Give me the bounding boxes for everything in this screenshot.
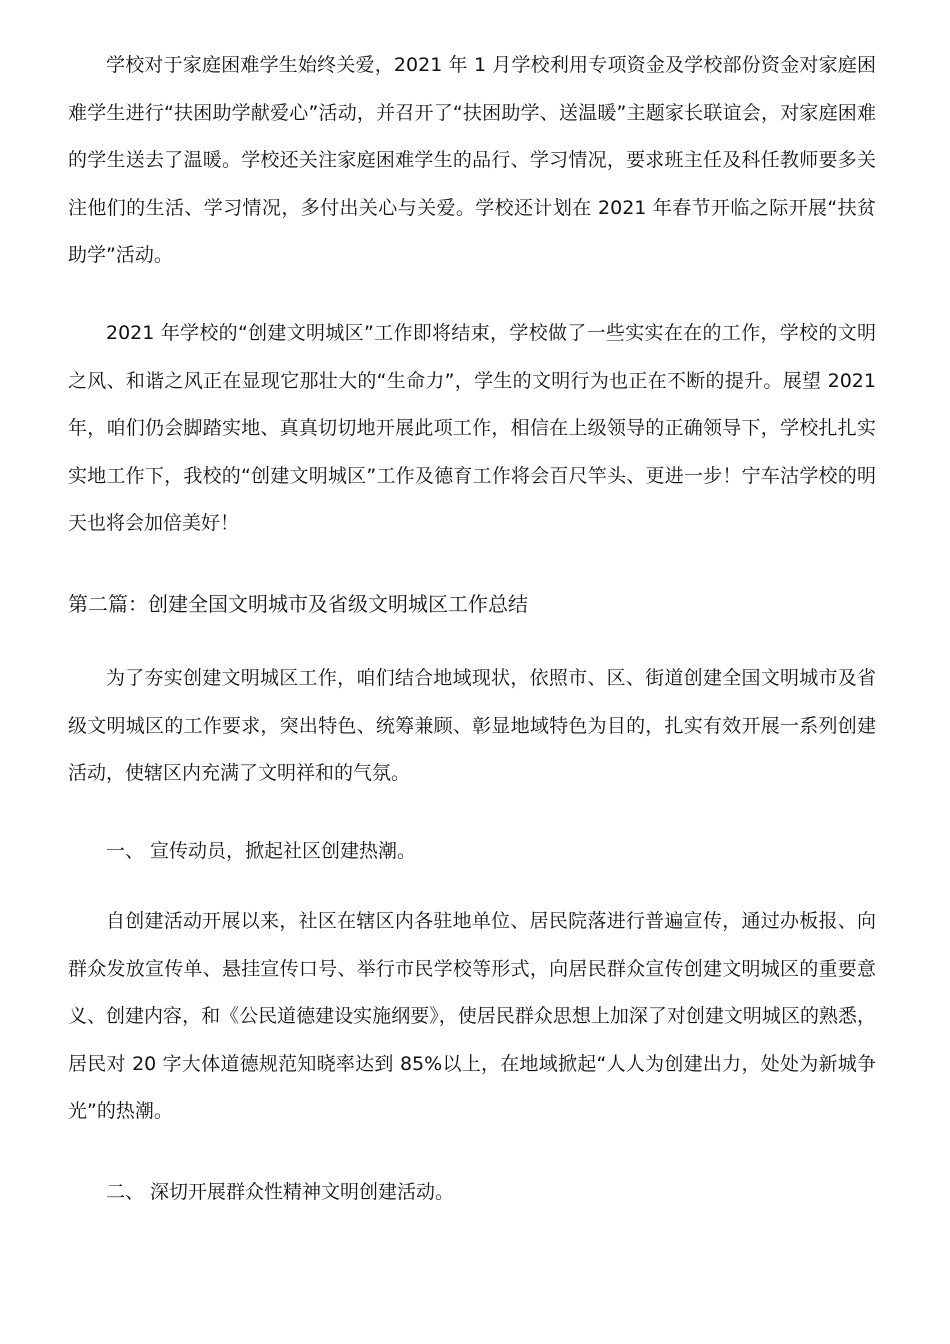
paragraph-publicity: 自创建活动开展以来，社区在辖区内各驻地单位、居民院落进行普遍宣传，通过办板报、向群众发放宣传单、悬挂宣传口号、举行市民学校等形式，向居民群众宣传创建文明城区的重要意义、创建内容，和《公民道德建设实施纲要》，使居民群众思想上加深了对创建文明城区的熟悉，居民对 20 字大体道德规范知晓率达到 85%以上，在地域掀起“人人为创建出力，处处为新城争光”的热潮。 bbox=[68, 910, 876, 1122]
section-heading: 第二篇：创建全国文明城市及省级文明城区工作总结 bbox=[68, 592, 528, 616]
paragraph-intro: 为了夯实创建文明城区工作，咱们结合地域现状，依照市、区、街道创建全国文明城市及省级文明城区的工作要求，突出特色、统筹兼顾、彰显地域特色为目的，扎实有效开展一系列创建活动，使辖区内充满了文明祥和的气氛。 bbox=[68, 667, 876, 784]
list-item-two-heading: 二、 深切开展群众性精神文明创建活动。 bbox=[106, 1181, 455, 1203]
paragraph-civilized-district: 2021 年学校的“创建文明城区”工作即将结束，学校做了一些实实在在的工作，学校的文明之风、和谐之风正在显现它那壮大的“生命力”，学生的文明行为也正在不断的提升。展望 2021 年，咱们仍会脚踏实地、真真切切地开展此项工作，相信在上级领导的正确领导下，学校扎扎实实地工作下，我校的“创建文明城区”工作及德育工作将会百尺竿头、更进一步！宁车沽学校的明天也将会加倍美好！ bbox=[68, 322, 876, 534]
list-item-one-heading: 一、 宣传动员，掀起社区创建热潮。 bbox=[106, 840, 417, 862]
paragraph-student-support: 学校对于家庭困难学生始终关爱，2021 年 1 月学校利用专项资金及学校部份资金对家庭困难学生进行“扶困助学献爱心”活动，并召开了“扶困助学、送温暖”主题家长联谊会，对家庭困难的学生送去了温暖。学校还关注家庭困难学生的品行、学习情况，要求班主任及科任教师要多关注他们的生活、学习情况，多付出关心与关爱。学校还计划在 2021 年春节开临之际开展“扶贫助学”活动。 bbox=[68, 54, 876, 266]
